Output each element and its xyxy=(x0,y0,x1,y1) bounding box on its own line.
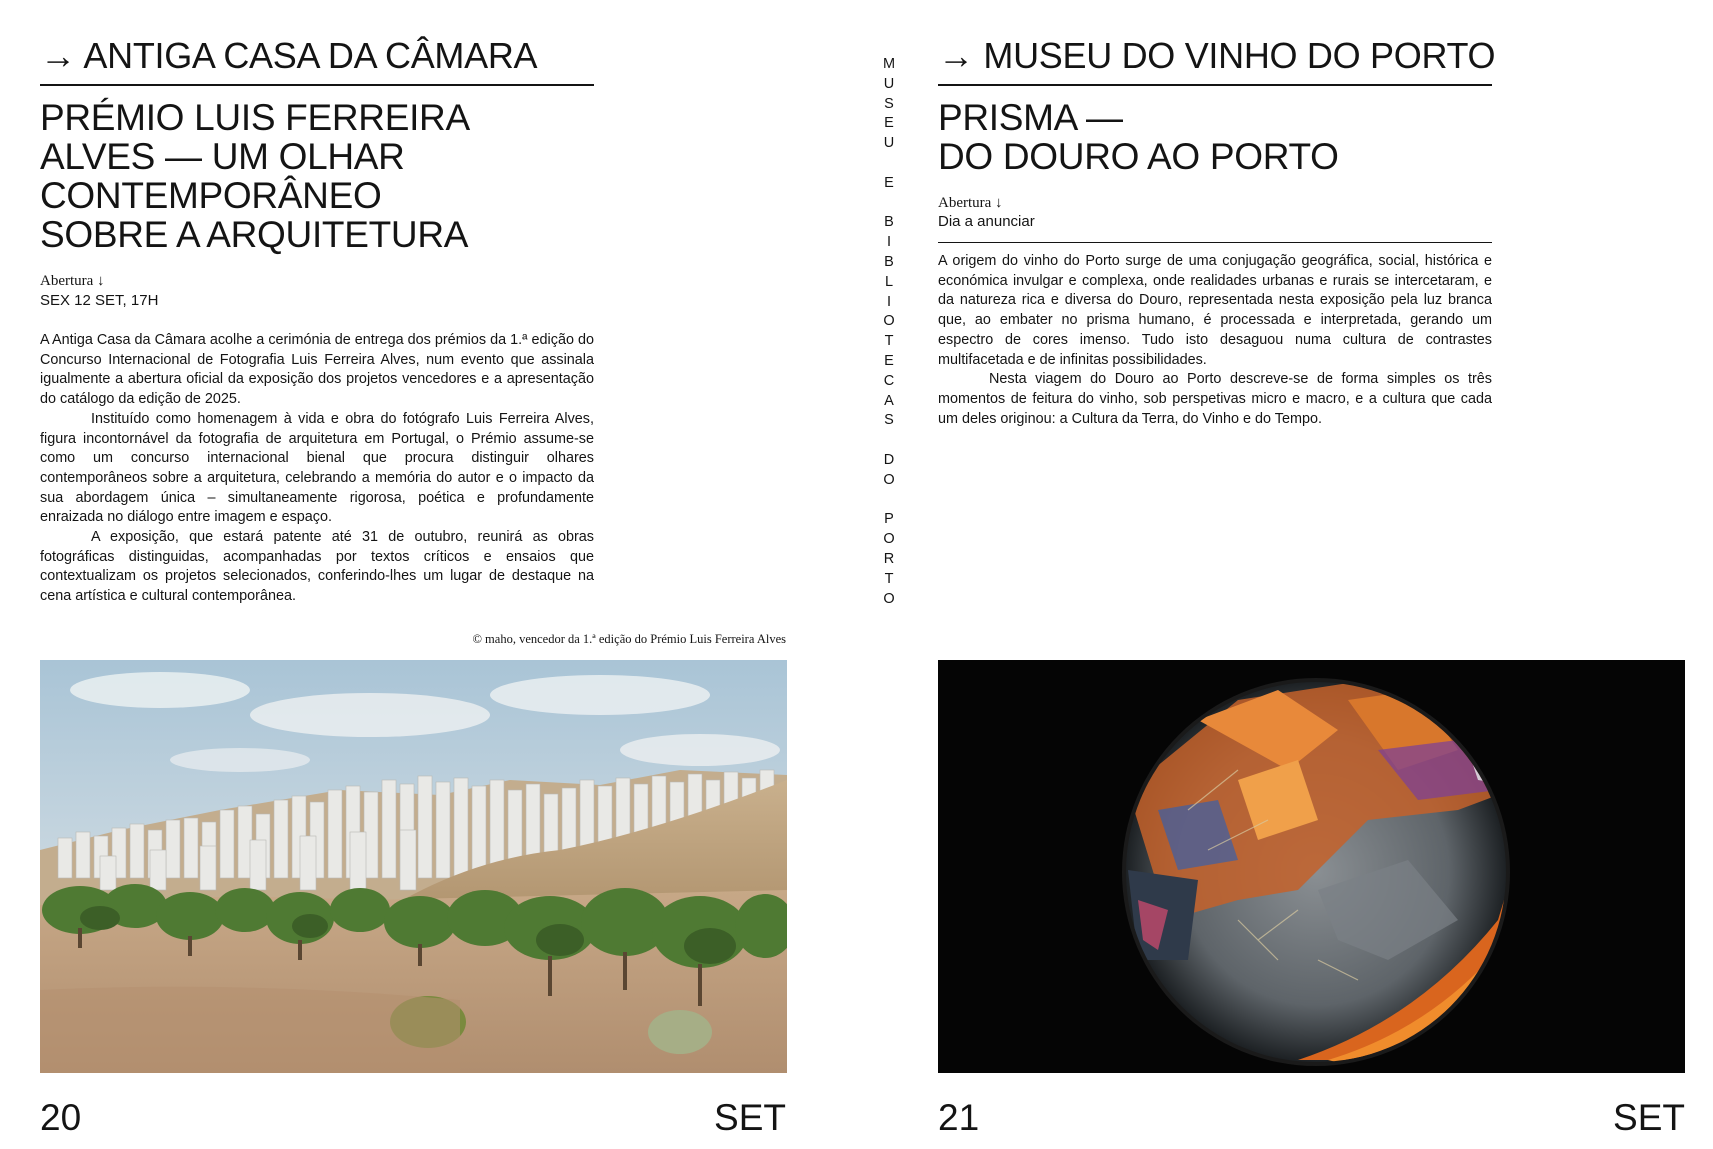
month-label-left: SET xyxy=(714,1097,786,1138)
venue-rule-left xyxy=(40,84,594,86)
paragraph: Nesta viagem do Douro ao Porto descreve-se de forma simples os três momentos de feitura do vinho, sob perspetivas micro e macro, e a cultura que cada um deles originou: a Cultura da Terra, do Vinho e do Tempo. xyxy=(938,371,1492,427)
paragraph: A Antiga Casa da Câmara acolhe a cerimónia de entrega dos prémios da 1.ª edição do Concurso Internacional de Fotografia Luis Ferreira Alves, num evento que assinala igualmente a abertura oficial da exposição dos projetos vencedores e a apresentação do catálogo da edição de 2025. xyxy=(40,332,594,408)
body-text-right xyxy=(938,252,1492,429)
vertical-section-label: M U S E U E B I B L I O T E C A S D O P O R T O xyxy=(882,56,896,607)
paragraph: A origem do vinho do Porto surge de uma conjugação geográfica, social, histórica e económica invulgar e complexa, onde realidades urbanas e rurais se intercetaram, e da natureza rica e diversa do Douro, representada nesta exposição pela luz branca que, ao embater no prisma humano, é processada e interpretada, gerando um espectro de cores imenso. Tudo isto desaguou numa cultura de contrastes multifacetada e de infinitas possibilidades. xyxy=(938,253,1492,368)
prism-photo xyxy=(938,660,1685,1073)
title-line: PRÉMIO LUIS FERREIRA xyxy=(40,97,470,138)
landscape-photo xyxy=(40,660,787,1073)
paragraph: Instituído como homenagem à vida e obra do fotógrafo Luis Ferreira Alves, figura incontornável da fotografia de arquitetura em Portugal, o Prémio assume-se como um concurso internacional bienal que procura distinguir olhares contemporâneos sobre a arquitetura, celebrando a memória do autor e o impacto da sua abordagem única – simultaneamente rigorosa, poética e profundamente enraizada no diálogo entre imagem e espaço. xyxy=(40,410,594,526)
title-line: ALVES — UM OLHAR xyxy=(40,136,405,177)
title-line: DO DOURO AO PORTO xyxy=(938,136,1339,177)
opening-label-left: Abertura ↓ xyxy=(40,273,105,289)
opening-date-right: Dia a anunciar xyxy=(938,213,1035,230)
paragraph: A exposição, que estará patente até 31 de outubro, reunirá as obras fotográficas distinguidas, acompanhadas por textos críticos e ensaios que contextualizam os projetos selecionados, conferindo-lhes um lugar de destaque na cena artística e cultural contemporânea. xyxy=(40,529,594,605)
title-line: CONTEMPORÂNEO xyxy=(40,175,382,216)
month-label-right: SET xyxy=(1613,1097,1685,1138)
body-text-left xyxy=(40,331,594,607)
event-title-left xyxy=(40,98,470,254)
photo-caption: © maho, vencedor da 1.ª edição do Prémio Luis Ferreira Alves xyxy=(472,632,786,646)
page-number-left: 20 xyxy=(40,1097,82,1138)
opening-rule-right xyxy=(938,242,1492,243)
event-title-right xyxy=(938,98,1339,176)
title-line: PRISMA — xyxy=(938,97,1123,138)
opening-date-left: SEX 12 SET, 17H xyxy=(40,292,159,309)
page-number-right: 21 xyxy=(938,1097,980,1138)
opening-label-right: Abertura ↓ xyxy=(938,195,1003,211)
title-line: SOBRE A ARQUITETURA xyxy=(40,214,469,255)
venue-rule-right xyxy=(938,84,1492,86)
venue-heading-right: → MUSEU DO VINHO DO PORTO xyxy=(938,35,1496,76)
venue-heading-left: → ANTIGA CASA DA CÂMARA xyxy=(40,35,538,76)
